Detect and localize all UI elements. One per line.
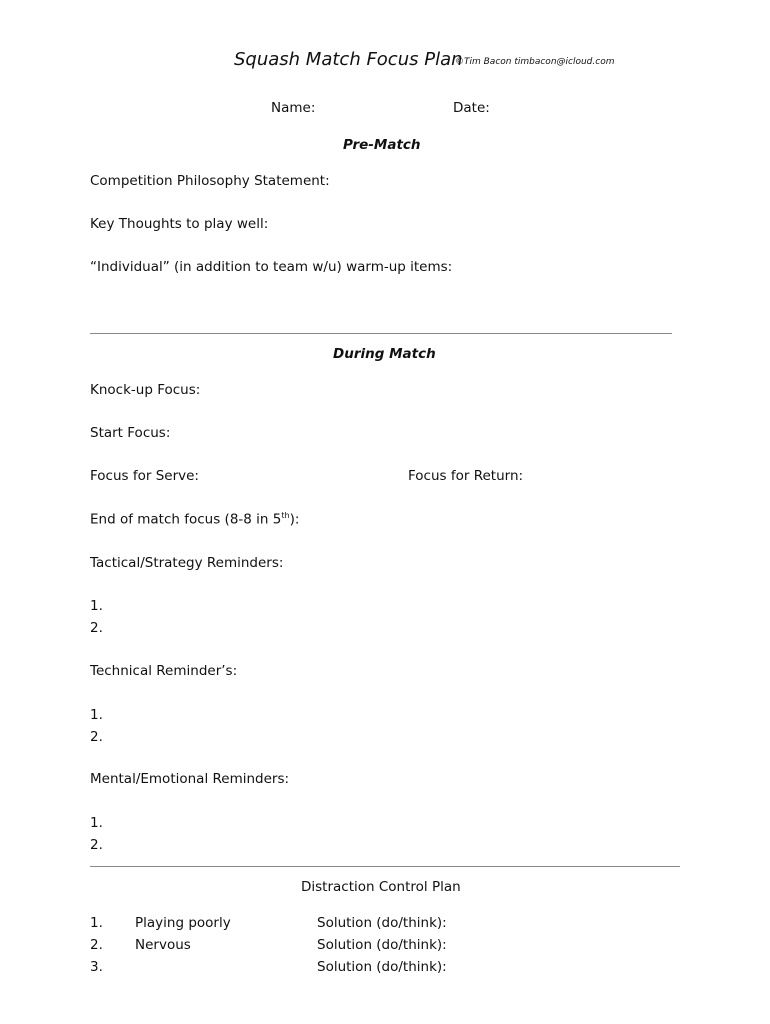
author-credit: ©Tim Bacon timbacon@icloud.com: [455, 57, 615, 67]
section-divider: [90, 333, 672, 334]
list-item: 2.: [90, 729, 103, 745]
list-item: 2.: [90, 837, 103, 853]
page-title: Squash Match Focus Plan: [234, 49, 463, 70]
distraction-number: 1.: [90, 915, 103, 931]
technical-label: Technical Reminder’s:: [90, 663, 238, 679]
serve-focus-label: Focus for Serve:: [90, 468, 199, 484]
mental-label: Mental/Emotional Reminders:: [90, 771, 290, 787]
distraction-number: 3.: [90, 959, 103, 975]
return-focus-label: Focus for Return:: [408, 468, 524, 484]
distraction-solution: Solution (do/think):: [317, 959, 447, 975]
warmup-label: “Individual” (in addition to team w/u) warm-up items:: [90, 259, 453, 275]
list-item: 1.: [90, 598, 103, 614]
key-thoughts-label: Key Thoughts to play well:: [90, 216, 269, 232]
philosophy-label: Competition Philosophy Statement:: [90, 173, 330, 189]
end-of-match-label: End of match focus (8-8 in 5th):: [90, 511, 300, 528]
distraction-solution: Solution (do/think):: [317, 915, 447, 931]
tactical-label: Tactical/Strategy Reminders:: [90, 555, 284, 571]
date-label: Date:: [453, 100, 490, 116]
distraction-number: 2.: [90, 937, 103, 953]
name-label: Name:: [271, 100, 316, 116]
distraction-issue: Playing poorly: [135, 915, 231, 931]
distraction-heading: Distraction Control Plan: [301, 879, 461, 895]
list-item: 1.: [90, 707, 103, 723]
list-item: 1.: [90, 815, 103, 831]
list-item: 2.: [90, 620, 103, 636]
distraction-solution: Solution (do/think):: [317, 937, 447, 953]
during-match-heading: During Match: [333, 346, 436, 362]
knockup-focus-label: Knock-up Focus:: [90, 382, 201, 398]
start-focus-label: Start Focus:: [90, 425, 171, 441]
pre-match-heading: Pre-Match: [343, 137, 421, 153]
section-divider: [90, 866, 680, 867]
distraction-issue: Nervous: [135, 937, 191, 953]
